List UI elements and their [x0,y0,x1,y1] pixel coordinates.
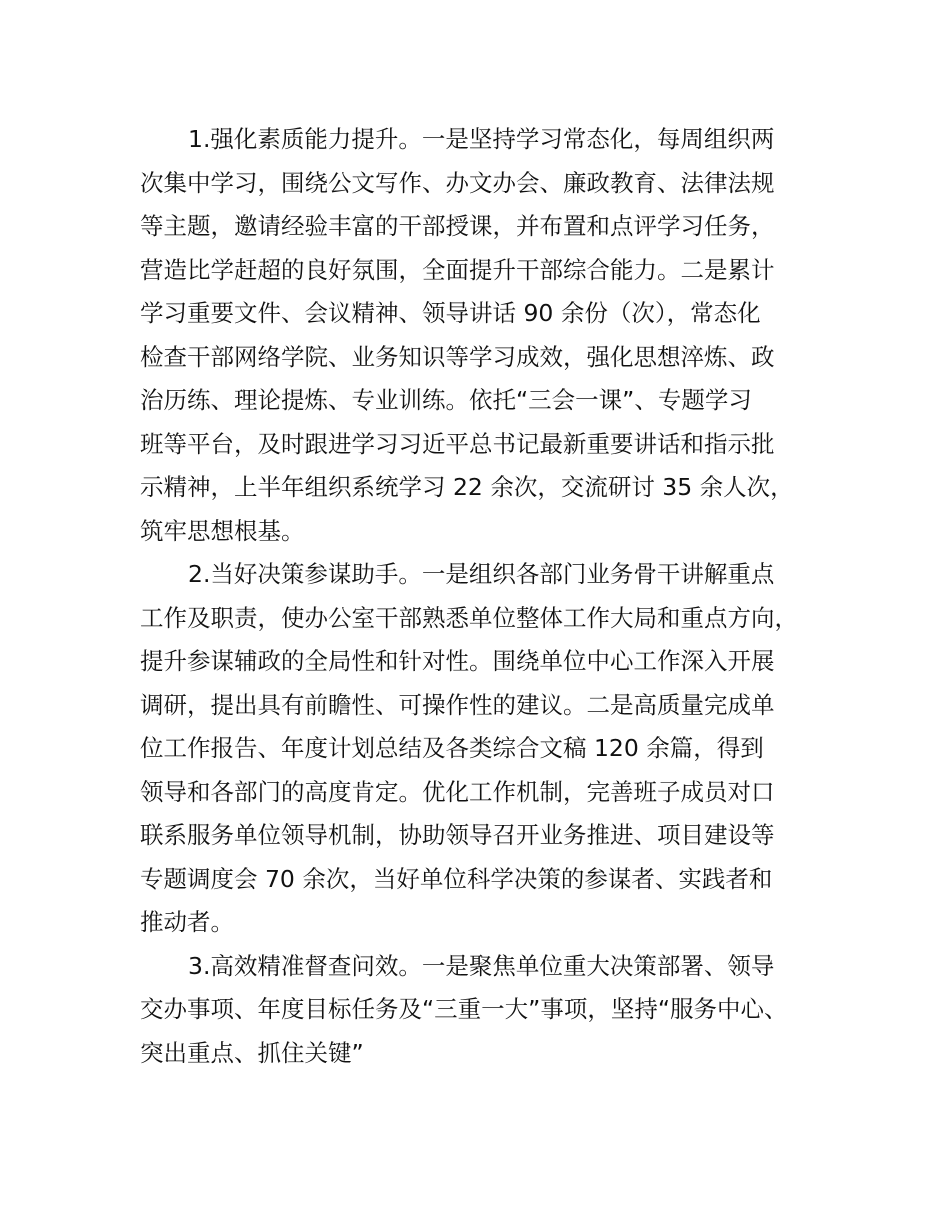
paragraph-line: 等主题，邀请经验丰富的干部授课，并布置和点评学习任务， [140,212,775,240]
paragraph-line: 筑牢思想根基。 [140,516,305,545]
paragraph-line: 示精神，上半年组织系统学习 22 余次，交流研讨 35 余人次， [140,473,794,501]
paragraph-line: 次集中学习，围绕公文写作、办文办会、廉政教育、法律法规 [140,168,775,197]
paragraph-line: 治历练、理论提炼、专业训练。依托“三会一课”、专题学习 [140,386,752,414]
paragraph-line: 领导和各部门的高度肯定。优化工作机制，完善班子成员对口 [140,777,775,806]
paragraph-line: 位工作报告、年度计划总结及各类综合文稿 120 余篇，得到 [140,734,764,762]
paragraph-2 [140,553,840,945]
paragraph-line: 班等平台，及时跟进学习习近平总书记最新重要讲话和指示批 [140,429,775,458]
document-body [140,118,840,1075]
paragraph-line: 学习重要文件、会议精神、领导讲话 90 余份（次），常态化 [140,299,761,327]
paragraph-line: 调研，提出具有前瞻性、可操作性的建议。二是高质量完成单 [140,690,775,719]
paragraph-3 [140,945,840,1076]
paragraph-line: 提升参谋辅政的全局性和针对性。围绕单位中心工作深入开展 [140,647,775,675]
paragraph-line: 2.当好决策参谋助手。一是组织各部门业务骨干讲解重点 [188,560,775,588]
paragraph-line: 联系服务单位领导机制，协助领导召开业务推进、项目建设等 [140,821,775,849]
paragraph-line: 1.强化素质能力提升。一是坚持学习常态化，每周组织两 [188,125,775,153]
paragraph-line: 交办事项、年度目标任务及“三重一大”事项，坚持“服务中心、 [140,995,788,1023]
paragraph-line: 3.高效精准督查问效。一是聚焦单位重大决策部署、领导 [188,951,775,980]
paragraph-line: 推动者。 [140,908,234,936]
paragraph-line: 突出重点、抓住关键” [140,1038,364,1067]
paragraph-line: 营造比学赶超的良好氛围，全面提升干部综合能力。二是累计 [140,255,775,284]
paragraph-line: 工作及职责，使办公室干部熟悉单位整体工作大局和重点方向， [140,603,798,632]
paragraph-line: 检查干部网络学院、业务知识等学习成效，强化思想淬炼、政 [140,342,775,371]
paragraph-1 [140,118,840,553]
paragraph-line: 专题调度会 70 余次，当好单位科学决策的参谋者、实践者和 [140,864,773,893]
